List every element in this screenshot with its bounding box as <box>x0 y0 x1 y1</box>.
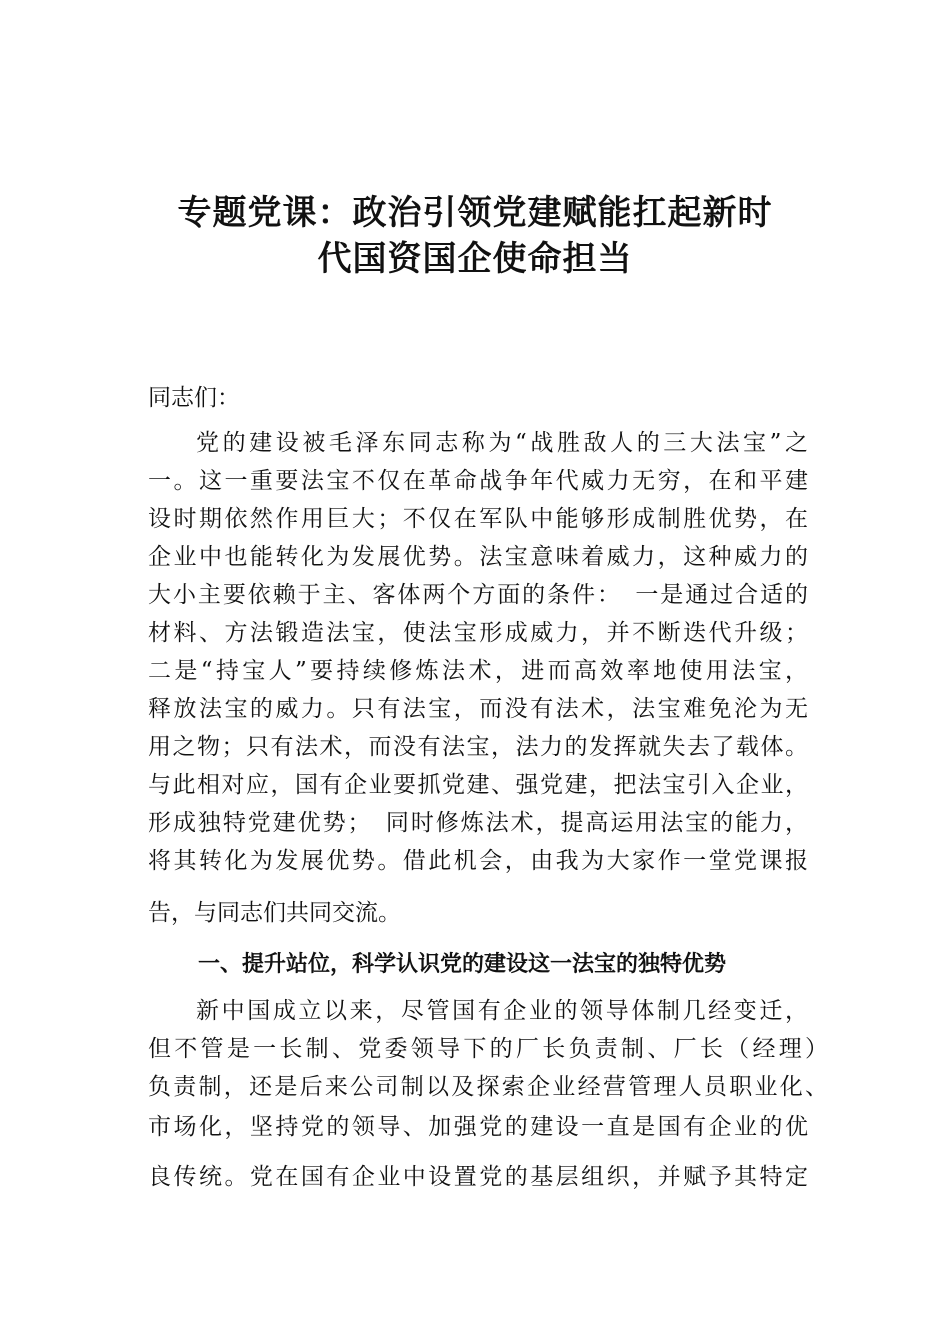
paragraph-line: 企业中也能转化为发展优势。法宝意味着威力，这种威力的 <box>148 544 808 570</box>
salutation: 同志们： <box>148 385 240 411</box>
paragraph-line: 一。这一重要法宝不仅在革命战争年代威力无穷，在和平建 <box>148 468 808 494</box>
paragraph-line: 良传统。党在国有企业中设置党的基层组织，并赋予其特定 <box>148 1164 808 1190</box>
section-heading-1: 一、提升站位，科学认识党的建设这一法宝的独特优势 <box>198 952 727 977</box>
paragraph-line: 形成独特党建优势； 同时修炼法术，提高运用法宝的能力， <box>148 810 808 836</box>
paragraph-line: 与此相对应，国有企业要抓党建、强党建，把法宝引入企业， <box>148 772 808 798</box>
paragraph-line: 市场化，坚持党的领导、加强党的建设一直是国有企业的优 <box>148 1114 808 1140</box>
paragraph-line: 但不管是一长制、党委领导下的厂长负责制、厂长（经理） <box>148 1036 828 1062</box>
paragraph-line: 大小主要依赖于主、客体两个方面的条件： 一是通过合适的 <box>148 582 808 608</box>
paragraph-line: 党的建设被毛泽东同志称为“战胜敌人的三大法宝”之 <box>196 430 808 456</box>
document-title-line-2: 代国资国企使命担当 <box>317 239 633 279</box>
paragraph-line: 负责制，还是后来公司制以及探索企业经营管理人员职业化、 <box>148 1074 828 1100</box>
paragraph-line: 新中国成立以来，尽管国有企业的领导体制几经变迁， <box>196 998 808 1024</box>
paragraph-line: 材料、方法锻造法宝，使法宝形成威力，并不断迭代升级； <box>148 620 808 646</box>
paragraph-line: 将其转化为发展优势。借此机会，由我为大家作一堂党课报 <box>148 848 808 874</box>
paragraph-line: 设时期依然作用巨大；不仅在军队中能够形成制胜优势，在 <box>148 506 808 532</box>
paragraph-line: 二是“持宝人”要持续修炼法术，进而高效率地使用法宝， <box>148 658 808 684</box>
document-title-line-1: 专题党课：政治引领党建赋能扛起新时 <box>177 193 773 233</box>
paragraph-line: 用之物；只有法术，而没有法宝，法力的发挥就失去了载体。 <box>148 734 808 760</box>
paragraph-line: 告，与同志们共同交流。 <box>148 900 401 926</box>
paragraph-line: 释放法宝的威力。只有法宝，而没有法术，法宝难免沦为无 <box>148 696 808 722</box>
